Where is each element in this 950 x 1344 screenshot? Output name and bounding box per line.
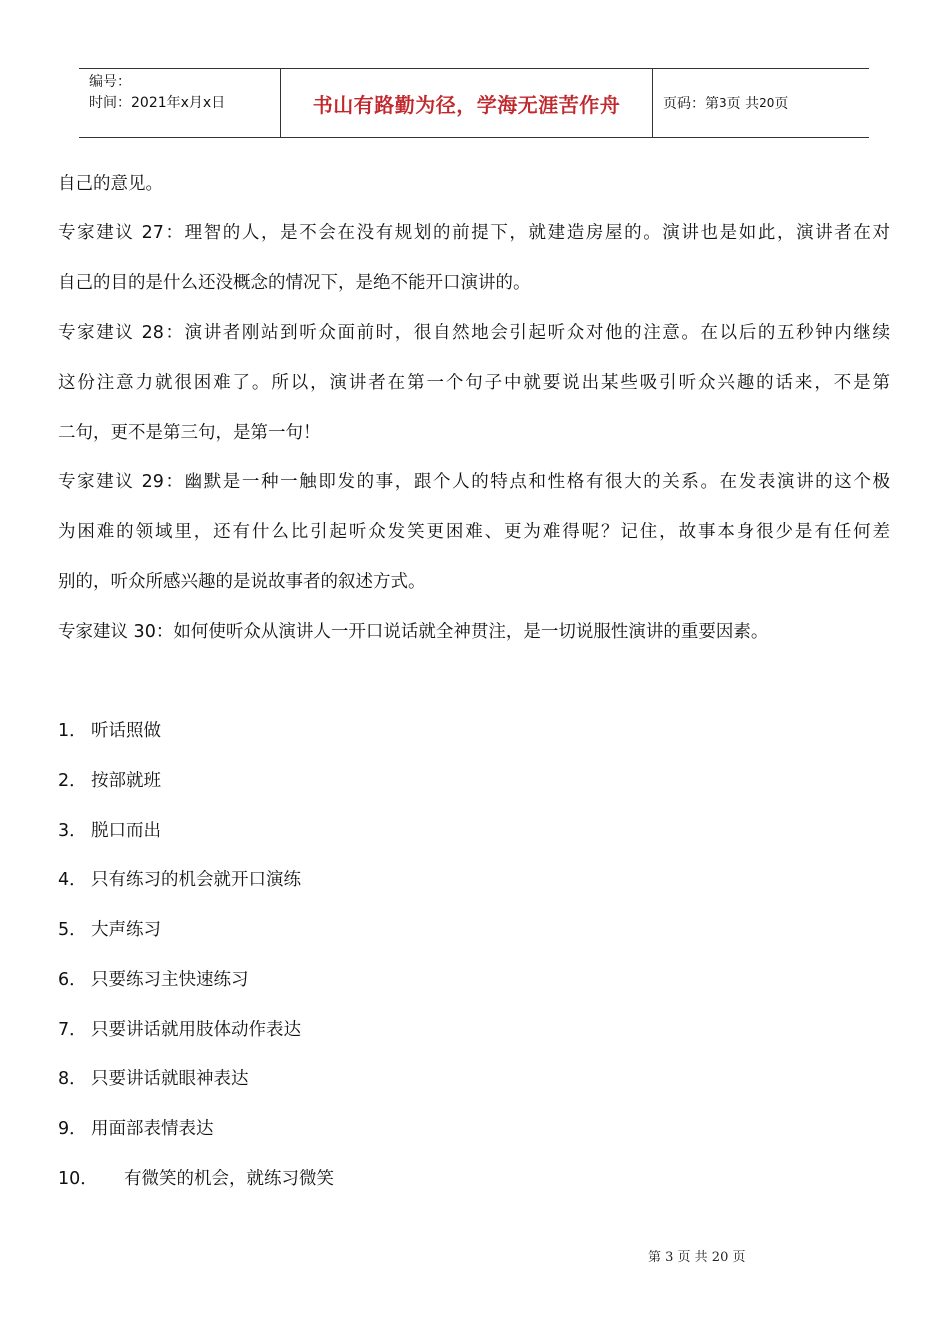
list-item (58, 918, 161, 942)
number-label: 编号： (89, 74, 131, 90)
list-item-number: 9． (58, 1119, 87, 1139)
body-line: 专家建议 28：演讲者刚站到听众面前时，很自然地会引起听众对他的注意。在以后的五秒钟内继续 (58, 323, 890, 343)
list-item-text: 用面部表情表达 (91, 1119, 214, 1139)
list-item (58, 719, 161, 743)
motto: 书山有路勤为径，学海无涯苦作舟 (312, 92, 621, 117)
page-header (79, 68, 869, 138)
list-item (58, 1067, 249, 1091)
list-item-text: 大声练习 (91, 920, 161, 940)
list-item (58, 769, 161, 793)
list-item-number: 10． (58, 1169, 98, 1189)
body-line: 自己的目的是什么还没概念的情况下，是绝不能开口演讲的。 (58, 273, 531, 293)
page-label-suffix: 页 (774, 96, 789, 112)
list-item-text: 只要练习主快速练习 (91, 970, 249, 990)
list-item (58, 1018, 301, 1042)
list-item-text: 有微笑的机会，就练习微笑 (124, 1169, 334, 1189)
body-line: 二句，更不是第三句，是第一句！ (58, 423, 321, 443)
body-line: 专家建议 30：如何使听众从演讲人一开口说话就全神贯注，是一切说服性演讲的重要因素。 (58, 622, 769, 642)
list-item-number: 1． (58, 721, 87, 741)
list-item-number: 6． (58, 970, 87, 990)
list-item (58, 1117, 214, 1141)
list-item-number: 4． (58, 870, 87, 890)
body-line: 别的，听众所感兴趣的是说故事者的叙述方式。 (58, 572, 426, 592)
body-line: 专家建议 29：幽默是一种一触即发的事，跟个人的特点和性格有很大的关系。在发表演讲的这个极 (58, 472, 890, 492)
header-page-info (653, 69, 869, 137)
list-item-number: 7． (58, 1020, 87, 1040)
list-item-number: 3． (58, 821, 87, 841)
list-item-text: 只要讲话就眼神表达 (91, 1069, 249, 1089)
list-item-number: 8． (58, 1069, 87, 1089)
list-item-text: 脱口而出 (91, 821, 161, 841)
page-label-prefix: 页码：第 (663, 96, 719, 112)
page-label-mid: 页 共 (726, 96, 760, 112)
list-item (58, 968, 249, 992)
time-label: 时间：2021年x月x日 (89, 95, 226, 111)
list-item-number: 5． (58, 920, 87, 940)
body-line: 为困难的领域里，还有什么比引起听众发笑更困难、更为难得呢？记住，故事本身很少是有任何差 (58, 522, 890, 542)
page-footer: 第 3 页 共 20 页 (648, 1250, 746, 1265)
list-item-text: 只有练习的机会就开口演练 (91, 870, 301, 890)
body-line: 自己的意见。 (58, 174, 163, 194)
list-item (58, 868, 301, 892)
body-line: 这份注意力就很困难了。所以，演讲者在第一个句子中就要说出某些吸引听众兴趣的话来，不是第 (58, 373, 890, 393)
list-item-text: 听话照做 (91, 721, 161, 741)
header-motto-cell (281, 69, 653, 137)
list-item-number: 2． (58, 771, 87, 791)
body-line: 专家建议 27：理智的人，是不会在没有规划的前提下，就建造房屋的。演讲也是如此，演讲者在对 (58, 223, 890, 243)
header-meta (79, 69, 281, 137)
list-item (58, 819, 161, 843)
page-total: 20 (759, 96, 775, 110)
list-item-text: 只要讲话就用肢体动作表达 (91, 1020, 301, 1040)
list-item (58, 1167, 334, 1191)
list-item-text: 按部就班 (91, 771, 161, 791)
page-current: 3 (719, 96, 727, 110)
